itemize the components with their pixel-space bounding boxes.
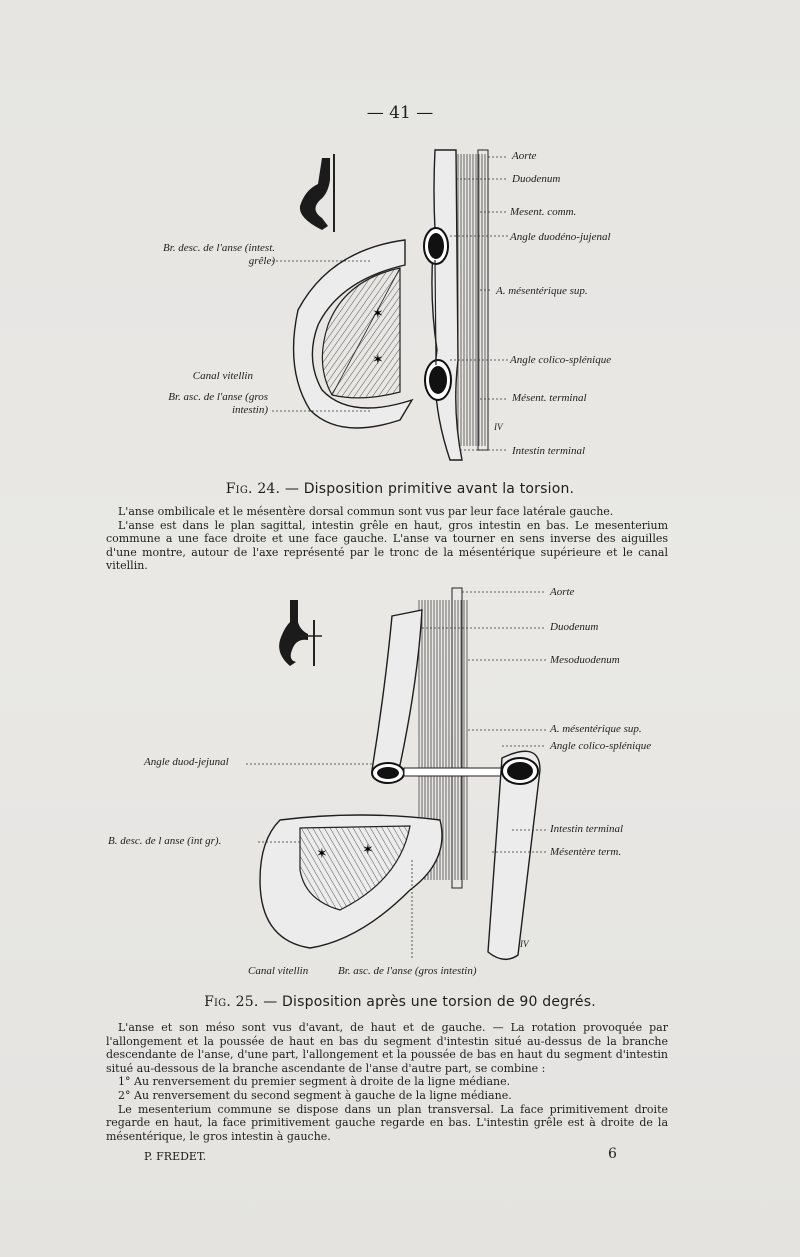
fig24-label-mesent-comm: Mesent. comm. xyxy=(510,206,577,218)
figure-25-illustration xyxy=(100,580,660,980)
fig25-caption-text: — Disposition après une torsion de 90 degrés. xyxy=(263,994,596,1010)
fig25-label-a-mesenterique: A. mésentérique sup. xyxy=(550,723,642,735)
fig24-paragraph-1: L'anse ombilicale et le mésentère dorsal commun sont vus par leur face latérale gauche. xyxy=(118,505,614,518)
fig25-label-intestin-terminal: Intestin terminal xyxy=(550,823,624,835)
fig24-caption-text: — Disposition primitive avant la torsion. xyxy=(284,481,575,497)
fig25-label-mesentere-term: Mésentère term. xyxy=(550,846,622,858)
fig24-caption-label: Fig. 24. xyxy=(225,481,281,497)
fig25-label-aorte: Aorte xyxy=(550,586,575,598)
fig25-label-mesoduodenum: Mesoduodenum xyxy=(550,654,620,666)
svg-text:✶: ✶ xyxy=(372,306,384,322)
fig24-label-angle-duodeno: Angle duodéno-jujenal xyxy=(510,231,611,243)
fig25-label-angle-duod: Angle duod-jejunal xyxy=(144,756,229,768)
fig25-paragraph-2: Le mesenterium commune se dispose dans un plan transversal. La face primitivement droite regarde en haut, la face primitivement gauche regarde en bas. L'intestin grêle est à droite de la mésentérique, le gros intestin à gauche. xyxy=(106,1102,668,1143)
fig24-label-aorte: Aorte xyxy=(512,150,537,162)
svg-text:✶: ✶ xyxy=(372,352,384,368)
fig24-label-a-mesenterique: A. mésentérique sup. xyxy=(496,285,588,297)
fig24-label-br-asc xyxy=(110,391,268,417)
figure-24-illustration xyxy=(100,140,660,480)
fig24-label-intestin-terminal: Intestin terminal xyxy=(512,445,586,457)
fig24-label-mesent-terminal: Mésent. terminal xyxy=(512,392,587,404)
fig25-label-marker: IV xyxy=(520,939,529,949)
fig25-item-2: 2° Au renversement du second segment à gauche de la ligne médiane. xyxy=(118,1088,512,1102)
fig24-label-canal-vitellin: Canal vitellin xyxy=(192,370,253,382)
fig24-caption xyxy=(0,481,800,497)
fig25-description xyxy=(106,1021,668,1143)
fig24-label-duodenum: Duodenum xyxy=(512,173,561,185)
page-number: — 41 — xyxy=(366,103,434,123)
fig25-label-br-asc: Br. asc. de l'anse (gros intestin) xyxy=(338,965,477,977)
fig24-label-br-desc xyxy=(110,242,275,268)
footer-author: P. FREDET. xyxy=(144,1150,207,1163)
fig25-caption xyxy=(0,994,800,1010)
fig25-label-b-desc: B. desc. de l anse (int gr). xyxy=(108,835,222,847)
svg-text:✶: ✶ xyxy=(362,842,374,858)
footer-sheet-number: 6 xyxy=(608,1146,617,1162)
fig24-label-br-desc-line1: Br. desc. de l'anse (intest. xyxy=(162,242,275,254)
fig24-description xyxy=(106,505,668,573)
fig25-caption-label: Fig. 25. xyxy=(204,994,259,1010)
fig25-label-canal-vitellin: Canal vitellin xyxy=(248,965,309,977)
fig25-item-1: 1° Au renversement du premier segment à droite de la ligne médiane. xyxy=(118,1075,511,1089)
fig25-paragraph-1: L'anse et son méso sont vus d'avant, de haut et de gauche. — La rotation provoquée par l'allongement et la poussée de haut en bas du segment d'intestin situé au-dessus de la branche descendante de l'anse, d'une part, l'allongement et la poussée de bas en haut du segment d'intestin situé au-dessous de la branche ascendante de l'anse d'autre part, se combine : xyxy=(106,1021,668,1075)
fig25-label-angle-colico: Angle colico-splénique xyxy=(550,740,652,752)
fig24-label-marker: IV xyxy=(494,422,503,432)
fig25-label-duodenum: Duodenum xyxy=(550,621,599,633)
fig24-label-br-desc-line2: grêle) xyxy=(248,255,275,267)
fig24-paragraph-2: L'anse est dans le plan sagittal, intestin grêle en haut, gros intestin en bas. Le mesenterium commune a une face droite et une face gauche. L'anse va tourner en sens inverse des aiguilles d'une montre, autour de l'axe représenté par le tronc de la mésentérique supérieure et le canal vitellin. xyxy=(106,518,668,573)
fig24-label-br-asc-line1: Br. asc. de l'anse (gros xyxy=(168,391,268,403)
svg-text:✶: ✶ xyxy=(316,846,328,862)
fig24-label-angle-colico: Angle colico-splénique xyxy=(510,354,612,366)
fig24-label-br-asc-line2: intestin) xyxy=(231,404,268,416)
